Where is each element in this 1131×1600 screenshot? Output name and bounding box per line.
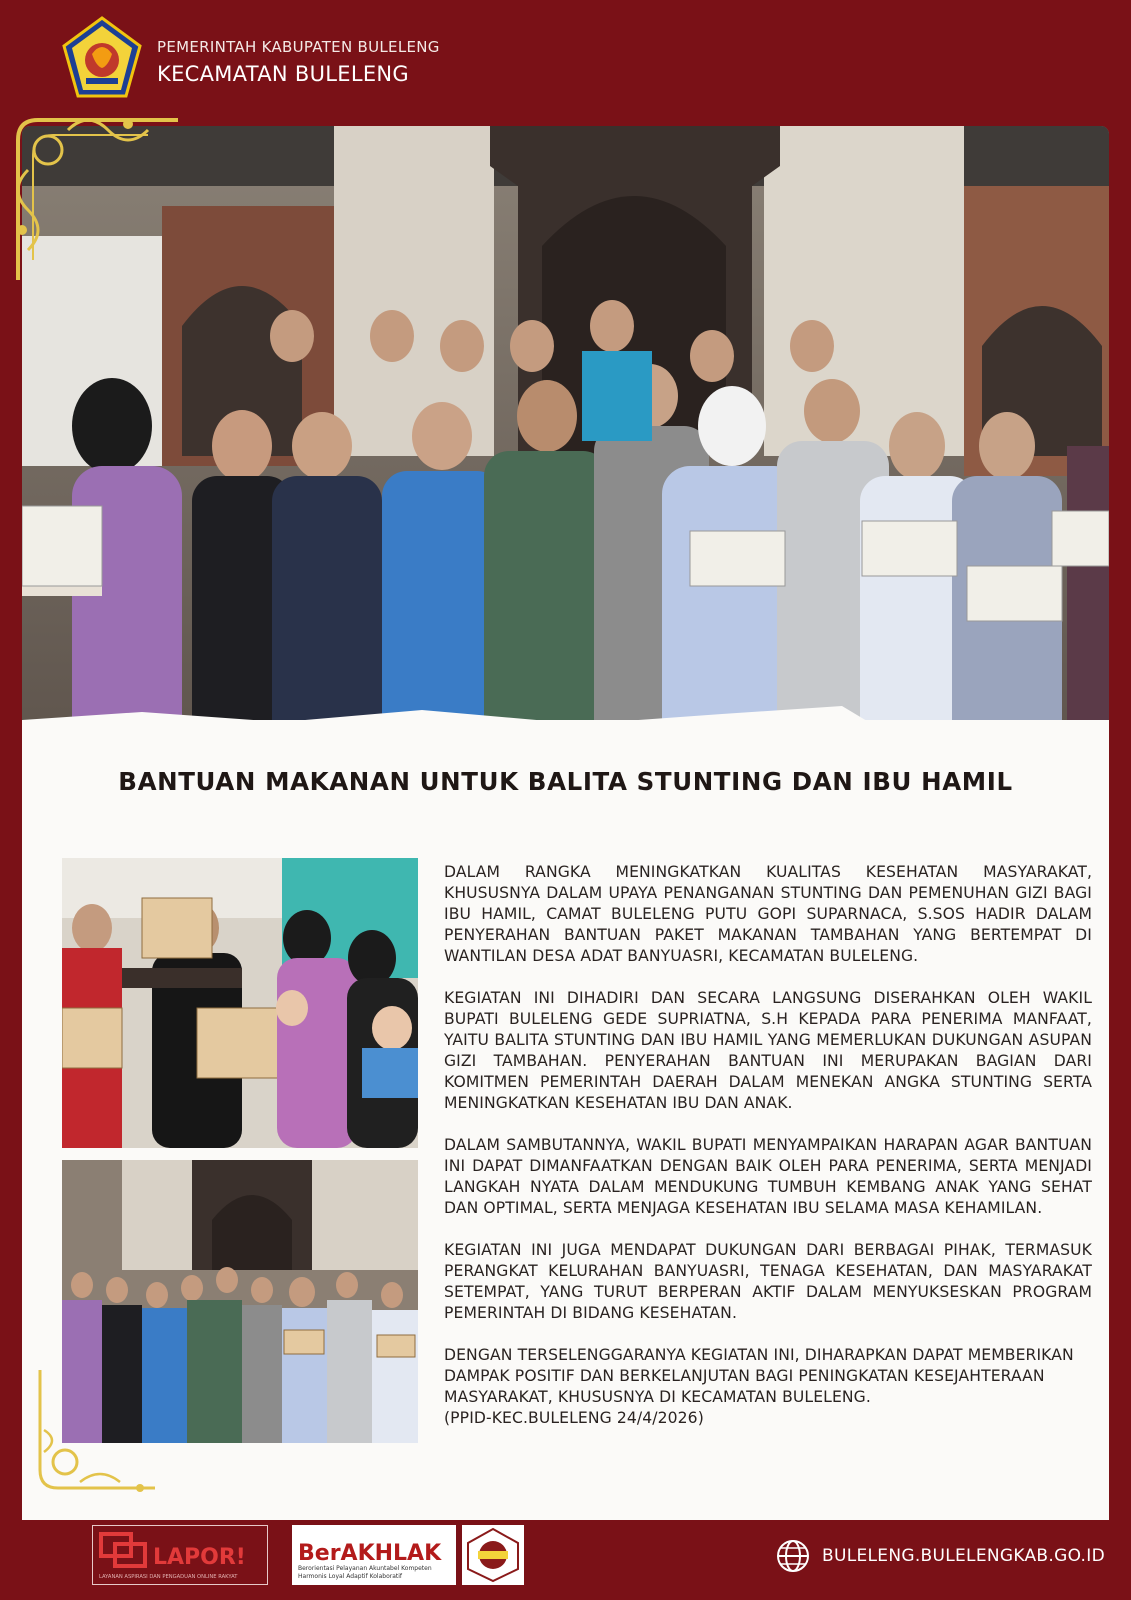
article-paragraph-4: KEGIATAN INI JUGA MENDAPAT DUKUNGAN DARI BERBAGAI PIHAK, TERMASUK PERANGKAT KELURAHAN BANYUASRI, TENAGA KESEHATAN, DAN MASYARAKAT SETEMPAT, YANG TURUT BERPERAN AKTIF DALAM MENYUKSESKAN PROGRAM PEMERINTAH DI BIDANG KESEHATAN. — [444, 1241, 1092, 1322]
article-body — [444, 862, 1092, 1429]
article-paragraph-5 — [444, 1345, 1092, 1429]
article-paragraph-5-text: DENGAN TERSELENGGARANYA KEGIATAN INI, DIHARAPKAN DAPAT MEMBERIKAN DAMPAK POSITIF DAN BERKELANJUTAN BAGI PENINGKATAN KESEJAHTERAAN MASYARAKAT, KHUSUSNYA DI KECAMATAN BULELENG. — [444, 1346, 1074, 1406]
regency-crest-icon — [62, 16, 142, 100]
header — [0, 0, 1131, 122]
lapor-logo[interactable] — [92, 1525, 268, 1585]
berakhlak-logo[interactable] — [292, 1525, 456, 1585]
lapor-label: LAPOR! — [153, 1545, 246, 1570]
berakhlak-tagline-2: Harmonis Loyal Adaptif Kolaboratif — [298, 1573, 403, 1580]
article-paragraph-3: DALAM SAMBUTANNYA, WAKIL BUPATI MENYAMPAIKAN HARAPAN AGAR BANTUAN INI DAPAT DIMANFAATKAN DENGAN BAIK OLEH PARA PENERIMA, SERTA MENJADI LANGKAH NYATA DALAM MENDUKUNG TUMBUH KEMBANG ANAK YANG SEHAT DAN OPTIMAL, SERTA MENJAGA KESEHATAN IBU SELAMA MASA KEHAMILAN. — [444, 1136, 1092, 1217]
inset-photo-handover — [62, 858, 418, 1148]
inset-photo-group — [62, 1160, 418, 1443]
org-line-regency: PEMERINTAH KABUPATEN BULELENG — [157, 38, 440, 56]
berakhlak-tagline-1: Berorientasi Pelayanan Akuntabel Kompeten — [298, 1565, 432, 1572]
article-credit: (PPID-KEC.BULELENG 24/4/2026) — [444, 1409, 704, 1427]
website-link[interactable]: BULELENG.BULELENGKAB.GO.ID — [822, 1546, 1105, 1566]
globe-icon — [776, 1539, 810, 1573]
article-paragraph-2: KEGIATAN INI DIHADIRI DAN SECARA LANGSUNG DISERAHKAN OLEH WAKIL BUPATI BULELENG GEDE SUPRIATNA, S.H KEPADA PARA PENERIMA MANFAAT, YAITU BALITA STUNTING DAN IBU HAMIL YANG MEMERLUKAN DUKUNGAN ASUPAN GIZI TAMBAHAN. PENYERAHAN BANTUAN INI MERUPAKAN BAGIAN DARI KOMITMEN PEMERINTAH DAERAH DALAM MENEKAN ANGKA STUNTING SERTA MENINGKATKAN KESEHATAN IBU DAN ANAK. — [444, 989, 1092, 1112]
lapor-tagline: LAYANAN ASPIRASI DAN PENGADUAN ONLINE RAKYAT — [99, 1574, 238, 1580]
article-paragraph-1: DALAM RANGKA MENINGKATKAN KUALITAS KESEHATAN MASYARAKAT, KHUSUSNYA DALAM UPAYA PENANGANAN STUNTING DAN PEMENUHAN GIZI BAGI IBU HAMIL, CAMAT BULELENG PUTU GOPI SUPARNACA, S.SOS HADIR DALAM PENYERAHAN BANTUAN PAKET MAKANAN TAMBAHAN YANG BERTEMPAT DI WANTILAN DESA ADAT BANYUASRI, KECAMATAN BULELENG. — [444, 863, 1092, 965]
hero-photo — [22, 126, 1109, 756]
bangga-melayani-badge[interactable] — [462, 1525, 524, 1585]
ornament-corner-top-left — [8, 110, 183, 285]
berakhlak-label: BerAKHLAK — [298, 1541, 442, 1566]
article-title: BANTUAN MAKANAN UNTUK BALITA STUNTING DAN IBU HAMIL — [118, 767, 1013, 796]
org-line-district: KECAMATAN BULELENG — [157, 62, 409, 86]
